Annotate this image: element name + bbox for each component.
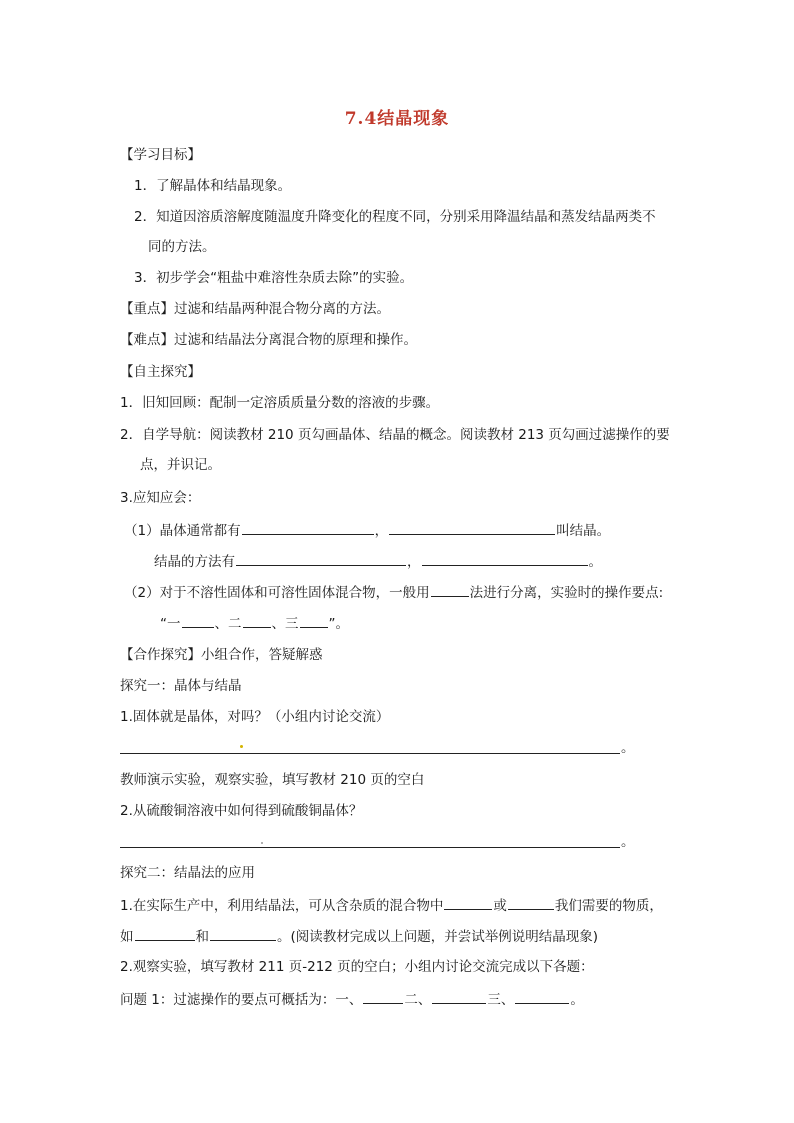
q3-suffix: 我们需要的物质， bbox=[554, 898, 663, 914]
q1b-prefix: 结晶的方法有 bbox=[154, 554, 235, 570]
q3-blank-1[interactable] bbox=[444, 894, 492, 910]
q1-blank-1[interactable] bbox=[242, 519, 374, 535]
q2b-close: ”。 bbox=[328, 616, 349, 632]
p1-prefix: 问题 1：过滤操作的要点可概括为：一、 bbox=[120, 992, 363, 1008]
p1-three: 三、 bbox=[487, 992, 515, 1008]
q3b-and: 和 bbox=[195, 929, 209, 945]
q1b-blank-1[interactable] bbox=[236, 550, 406, 566]
answer-line-2[interactable] bbox=[120, 846, 620, 848]
q3b-blank-1[interactable] bbox=[135, 925, 195, 941]
mark-dot-2 bbox=[261, 842, 263, 844]
topic-1: 探究一：晶体与结晶 bbox=[120, 678, 242, 694]
q2b-blank-1[interactable] bbox=[182, 612, 214, 628]
question-2 bbox=[124, 581, 663, 603]
q2-prefix: （2）对于不溶性固体和可溶性固体混合物，一般用 bbox=[124, 585, 430, 601]
p1-two: 二、 bbox=[404, 992, 432, 1008]
q2b-sep-1: 、二 bbox=[214, 616, 242, 632]
question-2b bbox=[160, 612, 349, 634]
self-nav: 2．自学导航：阅读教材 210 页勾画晶体、结晶的概念。阅读教材 213 页勾画过滤操作的要 bbox=[120, 427, 670, 443]
goal-item-3: 3．初步学会“粗盐中难溶性杂质去除”的实验。 bbox=[134, 270, 414, 286]
cooperative-header: 【合作探究】小组合作，答疑解惑 bbox=[120, 647, 323, 663]
q3-or: 或 bbox=[493, 898, 507, 914]
q2b-sep-2: 、三 bbox=[271, 616, 299, 632]
p1-blank-2[interactable] bbox=[432, 988, 486, 1004]
question-1 bbox=[124, 519, 610, 541]
topic-2: 探究二：结晶法的应用 bbox=[120, 865, 255, 881]
p1-blank-3[interactable] bbox=[515, 988, 569, 1004]
q3b-blank-2[interactable] bbox=[210, 925, 276, 941]
question-1b bbox=[154, 550, 602, 572]
q1-suffix: 叫结晶。 bbox=[556, 523, 611, 539]
problem-1 bbox=[120, 988, 584, 1010]
goal-item-2: 2．知道因溶质溶解度随温度升降变化的程度不同，分别采用降温结晶和蒸发结晶两类不 bbox=[134, 209, 656, 225]
q2b-blank-3[interactable] bbox=[300, 612, 328, 628]
q1b-end: 。 bbox=[588, 554, 602, 570]
q2b-open: “一 bbox=[160, 616, 181, 632]
q1-blank-2[interactable] bbox=[389, 519, 555, 535]
q1-comma: ， bbox=[374, 523, 389, 539]
coop-question-4: 2.观察实验，填写教材 211 页-212 页的空白；小组内讨论交流完成以下各题： bbox=[120, 959, 594, 975]
q1-prefix: （1）晶体通常都有 bbox=[124, 523, 241, 539]
q3-blank-2[interactable] bbox=[508, 894, 554, 910]
goal-item-1: 1．了解晶体和结晶现象。 bbox=[134, 178, 292, 194]
self-nav-cont: 点，并识记。 bbox=[140, 457, 221, 473]
coop-question-3b bbox=[120, 925, 598, 947]
p1-end: 。 bbox=[570, 992, 584, 1008]
demo-note: 教师演示实验，观察实验，填写教材 210 页的空白 bbox=[120, 772, 425, 788]
q3-prefix: 1.在实际生产中，利用结晶法，可从含杂质的混合物中 bbox=[120, 898, 444, 914]
mark-dot bbox=[240, 745, 243, 748]
self-study-header: 【自主探究】 bbox=[120, 364, 201, 380]
coop-question-3 bbox=[120, 894, 663, 916]
difficulty: 【难点】过滤和结晶法分离混合物的原理和操作。 bbox=[120, 332, 417, 348]
apply-header: 3.应知应会： bbox=[120, 490, 201, 506]
answer-line-1-end: 。 bbox=[621, 740, 635, 756]
review-question: 1．旧知回顾：配制一定溶质质量分数的溶液的步骤。 bbox=[120, 395, 440, 411]
q2-suffix: 法进行分离，实验时的操作要点: bbox=[469, 585, 664, 601]
coop-question-1: 1.固体就是晶体，对吗？（小组内讨论交流） bbox=[120, 709, 390, 725]
p1-blank-1[interactable] bbox=[363, 988, 403, 1004]
q1b-comma: ， bbox=[407, 554, 421, 570]
goal-item-2-cont: 同的方法。 bbox=[148, 239, 216, 255]
q3b-suffix: 。(阅读教材完成以上问题，并尝试举例说明结晶现象) bbox=[277, 929, 599, 945]
coop-question-2: 2.从硫酸铜溶液中如何得到硫酸铜晶体？ bbox=[120, 803, 363, 819]
q1b-blank-2[interactable] bbox=[422, 550, 588, 566]
answer-line-2-end: 。 bbox=[621, 834, 635, 850]
goals-header: 【学习目标】 bbox=[120, 147, 201, 163]
q3b-prefix: 如 bbox=[120, 929, 134, 945]
q2-blank[interactable] bbox=[431, 581, 469, 597]
q2b-blank-2[interactable] bbox=[243, 612, 271, 628]
key-point: 【重点】过滤和结晶两种混合物分离的方法。 bbox=[120, 301, 390, 317]
page-title: 7.4结晶现象 bbox=[344, 109, 450, 129]
answer-line-1[interactable] bbox=[120, 752, 620, 754]
